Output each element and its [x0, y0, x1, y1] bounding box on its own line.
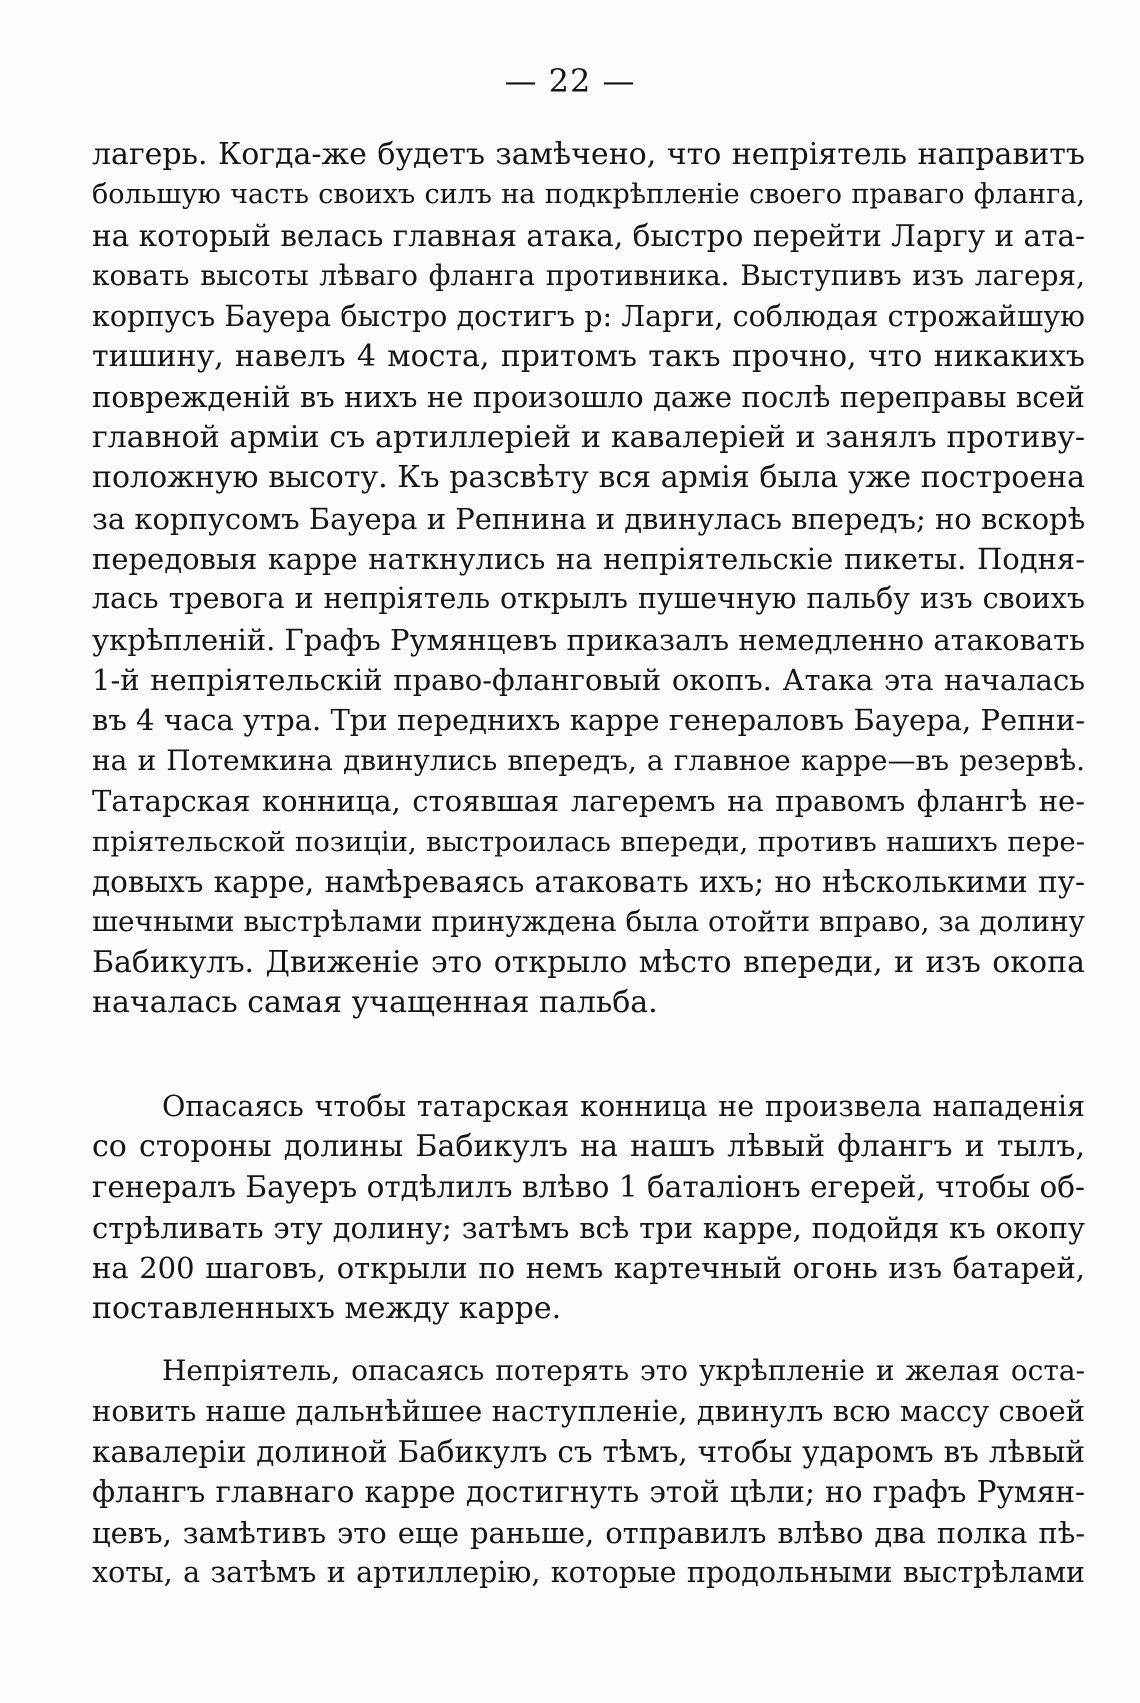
- text-line: Непріятель, опасаясь потерять это укрѣпленіе и желая оста-: [162, 1353, 1085, 1387]
- paragraph-3: [92, 1351, 1085, 1593]
- text-line: лагерь. Когда-же будетъ замѣчено, что непріятель направитъ: [92, 137, 1085, 172]
- text-line: на 200 шаговъ, открыли по немъ картечный огонь изъ батарей,: [92, 1251, 1085, 1286]
- text-line: ковать высоты лѣваго фланга противника. Выступивъ изъ лагеря,: [92, 259, 1085, 293]
- text-line: кавалеріи долиной Бабикулъ съ тѣмъ, чтобы ударомъ въ лѣвый: [92, 1434, 1085, 1469]
- paragraph-2: [92, 1087, 1085, 1329]
- text-line: цевъ, замѣтивъ это еще раньше, отправилъ влѣво два полка пѣ-: [92, 1515, 1085, 1550]
- text-line: 1-й непріятельскій право-фланговый окопъ. Атака эта началась: [92, 663, 1085, 698]
- text-line: лась тревога и непріятель открылъ пушечную пальбу изъ своихъ: [92, 582, 1085, 616]
- text-line: на который велась главная атака, быстро перейти Ларгу и ата-: [92, 218, 1085, 253]
- text-line: со стороны долины Бабикулъ на нашъ лѣвый флангъ и тылъ,: [92, 1128, 1085, 1164]
- text-line: стрѣливать эту долину; затѣмъ всѣ три карре, подойдя къ окопу: [92, 1210, 1085, 1245]
- text-line: большую часть своихъ силъ на подкрѣпленіе своего праваго фланга,: [92, 179, 1085, 211]
- text-line: началась самая учащенная пальба.: [92, 985, 658, 1021]
- text-line: пріятельской позиціи, выстроилась впереди, противъ нашихъ пере-: [92, 825, 1085, 858]
- text-line: корпусъ Бауера быстро достигъ р: Ларги, соблюдая строжайшую: [92, 299, 1085, 333]
- text-line: главной арміи съ артиллеріей и кавалеріей и занялъ противу-: [92, 419, 1085, 455]
- text-line: довыхъ карре, намѣреваясь атаковать ихъ; но нѣсколькими пу-: [92, 865, 1085, 900]
- text-line: генералъ Бауеръ отдѣлилъ влѣво 1 баталіонъ егерей, чтобы об-: [92, 1170, 1085, 1205]
- text-line: за корпусомъ Бауера и Репнина и двинулась впередъ; но вскорѣ: [92, 501, 1085, 536]
- text-line: новить наше дальнѣйшее наступленіе, двинулъ всю массу своей: [92, 1394, 1085, 1429]
- text-line: Опасаясь чтобы татарская конница не произвела нападенія: [162, 1089, 1085, 1123]
- text-line: флангъ главнаго карре достигнуть этой цѣли; но графъ Румян-: [92, 1475, 1085, 1510]
- text-line: Бабикулъ. Движеніе это открыло мѣсто впереди, и изъ окопа: [92, 944, 1085, 980]
- text-line: въ 4 часа утра. Три переднихъ карре генераловъ Бауера, Репни-: [92, 703, 1085, 738]
- text-line: передовыя карре наткнулись на непріятельскіе пикеты. Подня-: [92, 541, 1085, 576]
- text-line: тишину, навелъ 4 моста, притомъ такъ прочно, что никакихъ: [92, 338, 1085, 374]
- text-line: укрѣпленій. Графъ Румянцевъ приказалъ немедленно атаковать: [92, 622, 1085, 657]
- paragraph-spacer: [92, 1329, 1085, 1351]
- text-line: хоты, а затѣмъ и артиллерію, которые продольными выстрѣлами: [92, 1555, 1085, 1589]
- text-line: Татарская конница, стоявшая лагеремъ на правомъ флангѣ не-: [92, 784, 1085, 819]
- paragraph-1: [92, 135, 1085, 1024]
- page-number: — 22 —: [504, 62, 636, 100]
- text-line: шечными выстрѣлами принуждена была отойти вправо, за долину: [92, 905, 1085, 939]
- text-line: положную высоту. Къ разсвѣту вся армія была уже построена: [92, 460, 1085, 496]
- text-line: поставленныхъ между карре.: [92, 1290, 562, 1326]
- body-text: [92, 135, 1085, 1593]
- paragraph-spacer: [92, 1024, 1085, 1087]
- text-line: на и Потемкина двинулись впередъ, а главное карре—въ резервѣ.: [92, 743, 1085, 777]
- text-line: поврежденій въ нихъ не произошло даже послѣ переправы всей: [92, 380, 1085, 415]
